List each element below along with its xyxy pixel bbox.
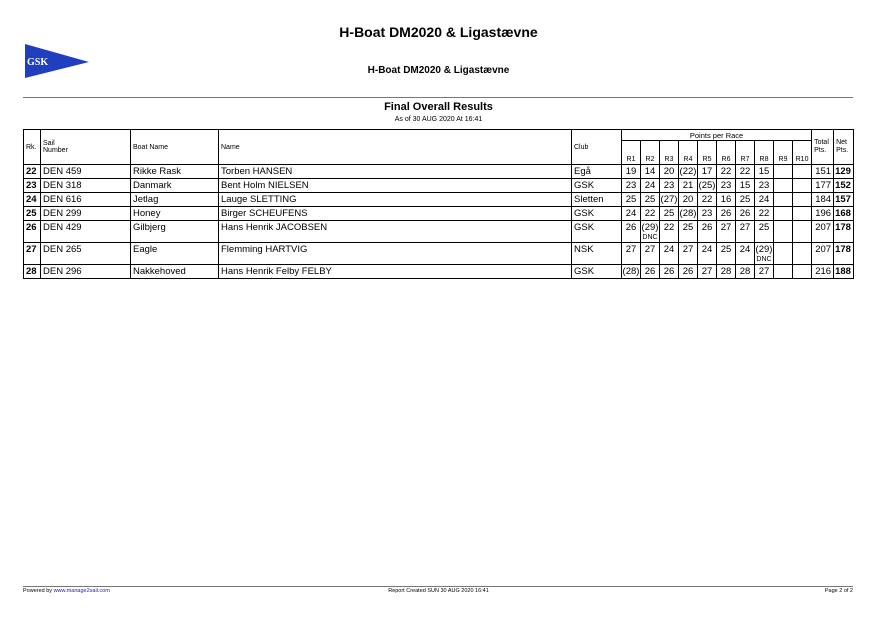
page-subtitle: H-Boat DM2020 & Ligastævne [367,65,510,76]
footer-report-created: Report Created SUN 30 AUG 2020 16:41 [388,588,489,594]
total-points-cell: 151 [812,165,834,179]
race-score-cell [641,221,660,243]
points-per-race-header: Points per Race [622,130,812,141]
race-score-cell [755,207,774,221]
header-row [24,130,854,141]
sail-number-cell: DEN 429 [41,221,131,243]
total-header-line2: Pts. [814,147,827,154]
col-net-header [834,130,854,165]
race-score-value: 14 [644,166,656,177]
club-cell: GSK [572,265,622,279]
rank-cell: 28 [24,265,41,279]
race-score-value: 23 [701,208,713,219]
race-score-value: 19 [625,166,637,177]
race-score-cell [793,221,812,243]
race-score-cell [641,265,660,279]
col-race-header: R8 [755,141,774,165]
race-score-cell [755,165,774,179]
race-score-value: 22 [644,208,656,219]
club-cell: GSK [572,221,622,243]
col-race-header: R1 [622,141,641,165]
powered-by-label: Powered by [23,588,53,594]
race-score-cell [755,243,774,265]
sail-number-cell: DEN 459 [41,165,131,179]
col-name-header: Name [219,130,572,165]
col-race-header: R4 [679,141,698,165]
race-score-cell [774,243,793,265]
race-score-cell [698,207,717,221]
skipper-name-cell: Bent Holm NIELSEN [219,179,572,193]
race-score-cell [679,221,698,243]
race-score-cell [641,243,660,265]
race-score-value: 26 [682,266,694,277]
skipper-name-cell: Hans Henrik Felby FELBY [219,265,572,279]
race-score-value: (29) [641,222,659,233]
club-cell: Sletten [572,193,622,207]
race-score-value: (25) [698,180,716,191]
race-score-cell [622,265,641,279]
race-score-cell [660,193,679,207]
col-club-header: Club [572,130,622,165]
race-score-value: 20 [682,194,694,205]
race-score-cell [717,179,736,193]
table-row [24,207,854,221]
race-score-cell [622,179,641,193]
race-score-note: DNC [642,234,658,241]
race-score-cell [793,265,812,279]
race-score-cell [774,265,793,279]
race-score-value: 23 [625,180,637,191]
race-score-cell [679,165,698,179]
race-score-value: 22 [663,222,675,233]
col-race-header: R5 [698,141,717,165]
race-score-value: 25 [720,244,732,255]
race-score-cell [793,165,812,179]
race-score-cell [641,179,660,193]
race-score-value: 24 [625,208,637,219]
race-score-cell [622,221,641,243]
race-score-value: (28) [679,208,697,219]
race-score-value: 26 [720,208,732,219]
total-points-cell: 177 [812,179,834,193]
race-score-cell [641,165,660,179]
race-score-cell [736,243,755,265]
race-score-value: 23 [663,180,675,191]
race-score-cell [622,165,641,179]
skipper-name-cell: Lauge SLETTING [219,193,572,207]
race-score-cell [774,179,793,193]
race-score-value: 22 [701,194,713,205]
club-cell: Egå [572,165,622,179]
club-cell: GSK [572,207,622,221]
race-score-cell [641,193,660,207]
race-score-value: 24 [758,194,770,205]
race-score-cell [717,193,736,207]
table-row [24,179,854,193]
race-score-value: 23 [758,180,770,191]
race-score-cell [698,193,717,207]
race-score-value: 26 [701,222,713,233]
rank-cell: 27 [24,243,41,265]
race-score-cell [679,193,698,207]
race-score-cell [736,207,755,221]
race-score-cell [717,221,736,243]
footer-page-number: Page 2 of 2 [824,588,853,594]
race-score-value: 24 [739,244,751,255]
race-score-value: 27 [720,222,732,233]
race-score-cell [736,221,755,243]
race-score-cell [793,193,812,207]
net-points-cell: 129 [834,165,854,179]
net-points-cell: 152 [834,179,854,193]
boat-name-cell: Honey [131,207,219,221]
race-score-value: 21 [682,180,694,191]
race-score-cell [698,265,717,279]
race-score-cell [774,221,793,243]
race-score-value: 24 [644,180,656,191]
net-points-cell: 168 [834,207,854,221]
race-score-cell [793,179,812,193]
race-score-cell [679,207,698,221]
page-title: H-Boat DM2020 & Ligastævne [339,24,538,40]
race-score-value: 26 [739,208,751,219]
race-score-cell [622,207,641,221]
col-race-header: R2 [641,141,660,165]
race-score-cell [660,165,679,179]
race-score-cell [679,179,698,193]
sail-header-line2: Number [43,147,68,154]
race-score-value: 27 [625,244,637,255]
col-race-header: R10 [793,141,812,165]
net-header-line1: Net [836,139,847,146]
race-score-value: 22 [758,208,770,219]
table-row [24,193,854,207]
col-race-header: R3 [660,141,679,165]
race-score-cell [736,193,755,207]
race-score-value: (28) [622,266,640,277]
results-body [24,165,854,279]
race-score-value: 27 [739,222,751,233]
race-score-cell [698,221,717,243]
footer-divider [23,586,853,587]
race-score-value: 25 [663,208,675,219]
race-score-cell [755,221,774,243]
col-boat-header: Boat Name [131,130,219,165]
race-score-cell [717,265,736,279]
race-score-cell [698,165,717,179]
col-race-header: R6 [717,141,736,165]
net-points-cell: 188 [834,265,854,279]
race-score-cell [679,243,698,265]
col-race-header: R7 [736,141,755,165]
total-points-cell: 184 [812,193,834,207]
race-score-value: 22 [720,166,732,177]
race-score-cell [622,193,641,207]
sail-number-cell: DEN 616 [41,193,131,207]
race-score-value: 26 [644,266,656,277]
results-as-of: As of 30 AUG 2020 At 16:41 [394,116,483,123]
race-score-cell [698,179,717,193]
race-score-cell [774,193,793,207]
race-score-cell [736,265,755,279]
table-row [24,243,854,265]
race-score-value: 26 [625,222,637,233]
col-sail-header [41,130,131,165]
rank-cell: 25 [24,207,41,221]
race-score-value: 27 [644,244,656,255]
skipper-name-cell: Flemming HARTVIG [219,243,572,265]
race-score-cell [736,165,755,179]
race-score-value: 27 [682,244,694,255]
race-score-value: 17 [701,166,713,177]
race-score-cell [793,207,812,221]
race-score-value: 24 [663,244,675,255]
boat-name-cell: Eagle [131,243,219,265]
race-score-note: DNC [756,256,772,263]
net-points-cell: 178 [834,243,854,265]
club-cell: GSK [572,179,622,193]
race-score-cell [660,243,679,265]
boat-name-cell: Danmark [131,179,219,193]
header-divider [23,97,853,98]
manage2sail-link[interactable]: www.manage2sail.com [53,588,110,594]
race-score-cell [641,207,660,221]
rank-cell: 22 [24,165,41,179]
sail-number-cell: DEN 299 [41,207,131,221]
race-score-cell [717,207,736,221]
boat-name-cell: Jetlag [131,193,219,207]
race-score-value: 28 [720,266,732,277]
race-score-value: 15 [739,180,751,191]
race-score-cell [660,221,679,243]
race-score-value: 25 [682,222,694,233]
race-score-cell [755,265,774,279]
total-points-cell: 216 [812,265,834,279]
net-header-line2: Pts. [836,147,849,154]
race-score-value: 27 [701,266,713,277]
race-score-cell [774,207,793,221]
skipper-name-cell: Hans Henrik JACOBSEN [219,221,572,243]
sail-number-cell: DEN 296 [41,265,131,279]
race-score-cell [755,179,774,193]
sail-number-cell: DEN 265 [41,243,131,265]
total-header-line1: Total [814,139,829,146]
col-race-header: R9 [774,141,793,165]
race-score-cell [755,193,774,207]
sail-header-line1: Sail [43,140,55,147]
col-total-header [812,130,834,165]
race-score-cell [736,179,755,193]
boat-name-cell: Nakkehoved [131,265,219,279]
rank-cell: 26 [24,221,41,243]
race-score-cell [717,165,736,179]
race-score-value: 16 [720,194,732,205]
race-score-value: 26 [663,266,675,277]
race-score-cell [660,265,679,279]
race-score-value: 25 [625,194,637,205]
race-score-value: 25 [644,194,656,205]
race-score-cell [698,243,717,265]
boat-name-cell: Rikke Rask [131,165,219,179]
race-score-value: 25 [739,194,751,205]
race-score-value: (22) [679,166,697,177]
race-score-value: (29) [755,244,773,255]
net-points-cell: 157 [834,193,854,207]
results-table [23,129,854,279]
table-row [24,265,854,279]
results-title: Final Overall Results [384,101,493,113]
race-score-value: 23 [720,180,732,191]
race-score-cell [679,265,698,279]
rank-cell: 24 [24,193,41,207]
race-score-value: (27) [660,194,678,205]
total-points-cell: 207 [812,243,834,265]
club-cell: NSK [572,243,622,265]
race-score-value: 22 [739,166,751,177]
logo-text: GSK [27,57,49,68]
race-score-value: 28 [739,266,751,277]
race-score-value: 25 [758,222,770,233]
race-score-cell [774,165,793,179]
race-score-cell [660,207,679,221]
race-score-value: 15 [758,166,770,177]
race-score-cell [660,179,679,193]
race-score-cell [717,243,736,265]
skipper-name-cell: Birger SCHEUFENS [219,207,572,221]
race-score-cell [793,243,812,265]
rank-cell: 23 [24,179,41,193]
net-points-cell: 178 [834,221,854,243]
total-points-cell: 207 [812,221,834,243]
race-score-value: 24 [701,244,713,255]
skipper-name-cell: Torben HANSEN [219,165,572,179]
race-score-cell [622,243,641,265]
boat-name-cell: Gilbjerg [131,221,219,243]
sail-number-cell: DEN 318 [41,179,131,193]
race-score-value: 27 [758,266,770,277]
race-score-value: 20 [663,166,675,177]
col-rank-header: Rk. [24,130,41,165]
total-points-cell: 196 [812,207,834,221]
table-row [24,221,854,243]
table-row [24,165,854,179]
